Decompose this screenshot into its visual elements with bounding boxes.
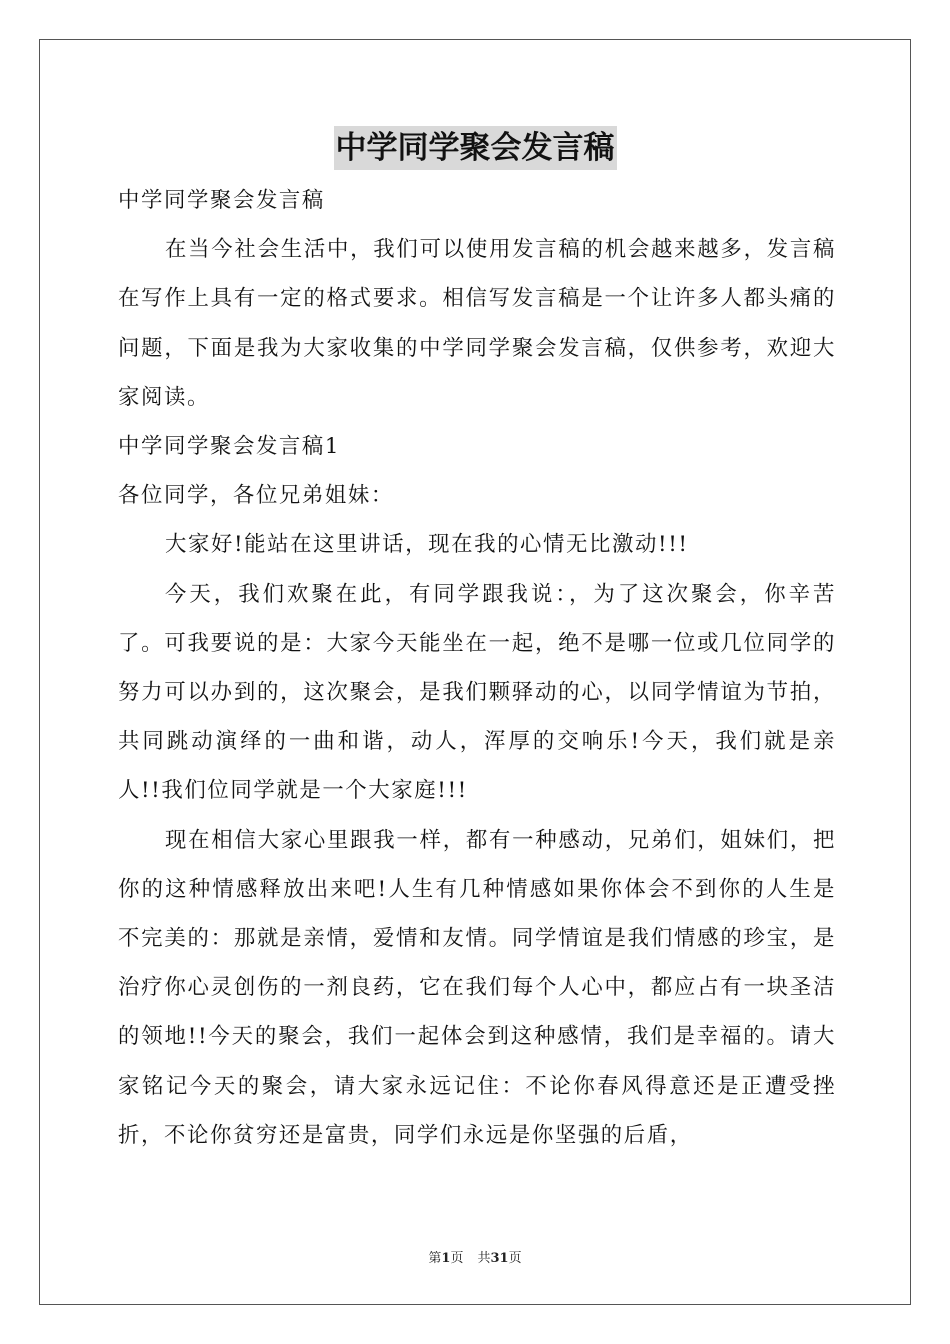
total-page-count: 31	[490, 1251, 509, 1266]
intro-paragraph: 在当今社会生活中，我们可以使用发言稿的机会越来越多，发言稿在写作上具有一定的格式要求。相信写发言稿是一个让许多人都头痛的问题，下面是我为大家收集的中学同学聚会发言稿，仅供参考，欢迎大家阅读。	[118, 237, 836, 410]
document-title: 中学同学聚会发言稿	[334, 126, 617, 170]
subtitle-paragraph: 中学同学聚会发言稿	[118, 188, 325, 213]
total-prefix: 共	[477, 1251, 491, 1266]
document-body	[118, 176, 836, 1160]
salutation-paragraph: 各位同学，各位兄弟姐妹：	[118, 483, 394, 509]
page-prefix: 第	[428, 1251, 442, 1266]
title-container	[0, 126, 950, 170]
body-paragraph: 现在相信大家心里跟我一样，都有一种感动，兄弟们，姐妹们，把你的这种情感释放出来吧!人生有几种情感如果你体会不到你的人生是不完美的：那就是亲情，爱情和友情。同学情谊是我们情感的珍宝，是治疗你心灵创伤的一剂良药，它在我们每个人心中，都应占有一块圣洁的领地!!今天的聚会，我们一起体会到这种感情，我们是幸福的。请大家铭记今天的聚会，请大家永远记住：不论你春风得意还是正遭受挫折，不论你贫穷还是富贵，同学们永远是你坚强的后盾，	[118, 827, 836, 1148]
greeting-paragraph: 大家好!能站在这里讲话，现在我的心情无比激动!!!	[165, 532, 689, 558]
total-suffix: 页	[508, 1251, 522, 1266]
current-page-number: 1	[441, 1251, 451, 1266]
section-heading: 中学同学聚会发言稿1	[118, 434, 341, 460]
page-footer	[0, 1247, 950, 1266]
page-suffix: 页	[450, 1251, 464, 1266]
body-paragraph: 今天，我们欢聚在此，有同学跟我说：，为了这次聚会，你辛苦了。可我要说的是：大家今天能坐在一起，绝不是哪一位或几位同学的努力可以办到的，这次聚会，是我们颗驿动的心，以同学情谊为节拍，共同跳动演绎的一曲和谐，动人，浑厚的交响乐!今天，我们就是亲人!!我们位同学就是一个大家庭!!!	[118, 581, 836, 804]
